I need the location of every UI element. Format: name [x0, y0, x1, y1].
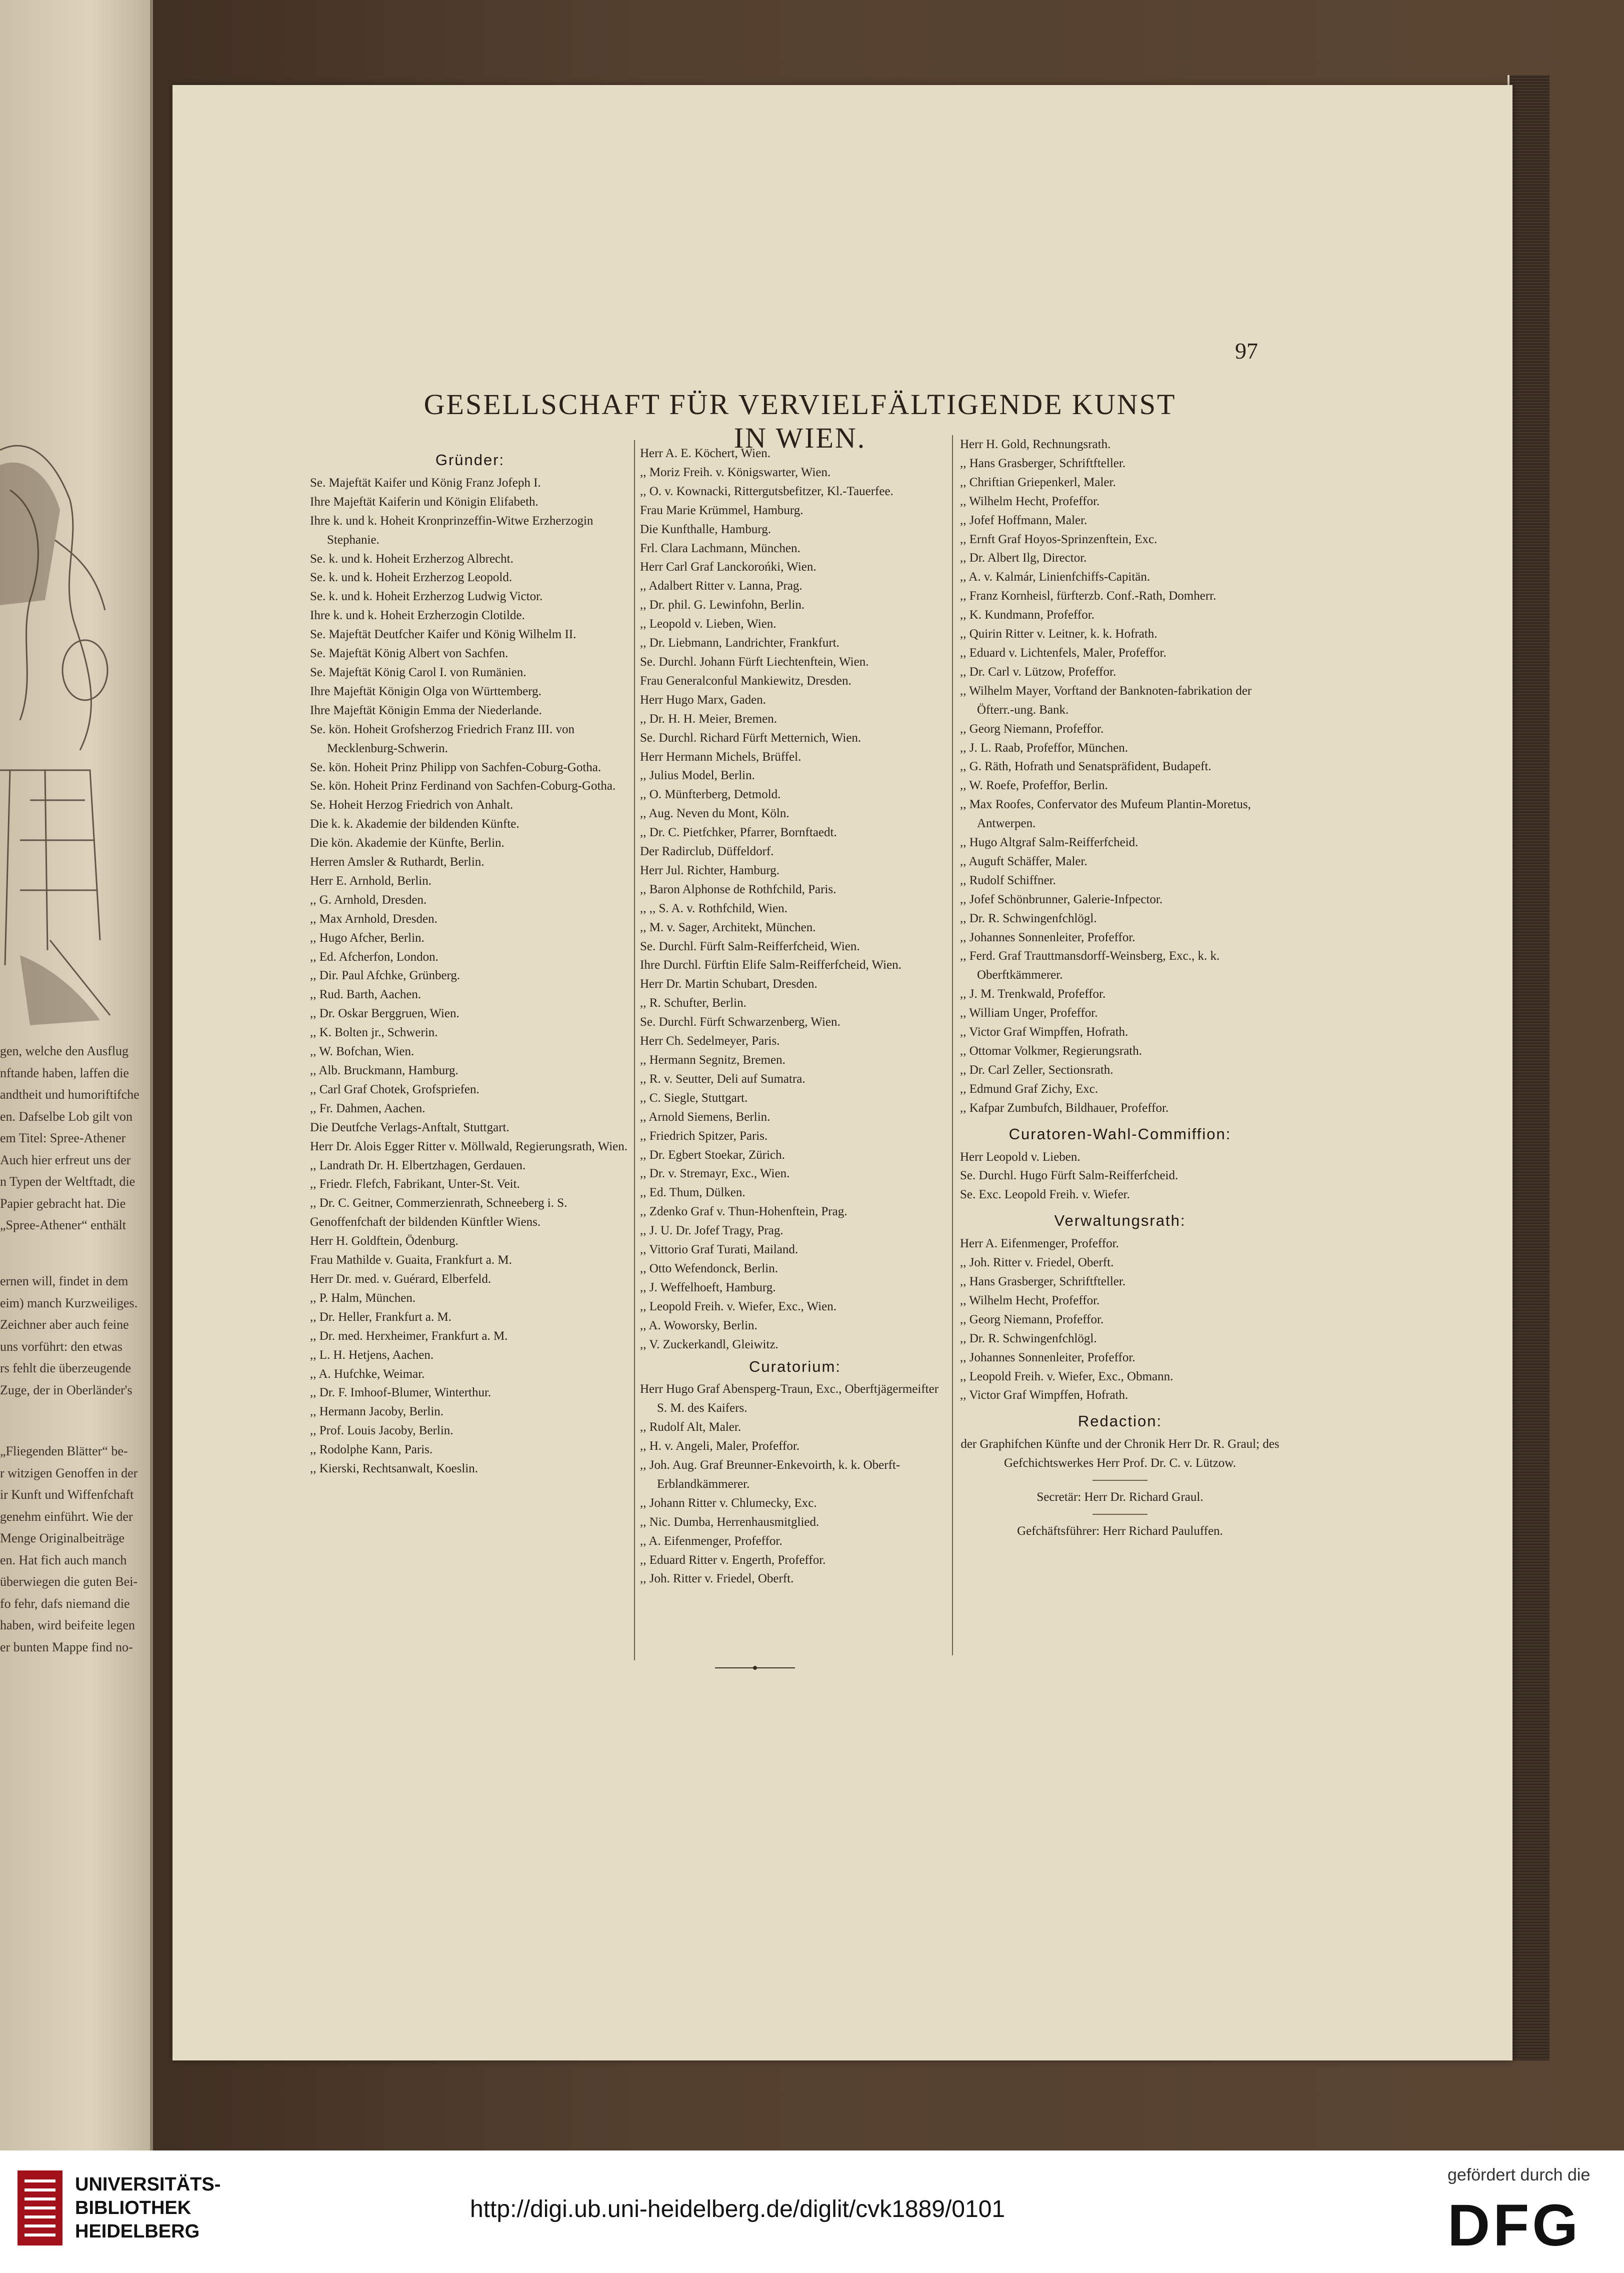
list-entry: ,, G. Räth, Hofrath und Senatspräfident, Budapeft.: [960, 760, 1212, 774]
list-entry: Se. k. und k. Hoheit Erzherzog Leopold.: [310, 571, 512, 585]
list-entry: Die Kunfthalle, Hamburg.: [640, 522, 771, 536]
list-entry: Herr Jul. Richter, Hamburg.: [640, 863, 780, 877]
list-entry: ,, O. Münfterberg, Detmold.: [640, 788, 781, 802]
list-entry: Se. Majeftät König Albert von Sachfen.: [310, 647, 508, 661]
list-entry: gen, welche den Ausflug: [0, 1044, 129, 1058]
list-entry: ,, J. L. Raab, Profeffor, München.: [960, 741, 1128, 755]
list-entry: ir Kunft und Wiffenfchaft: [0, 1487, 134, 1502]
list-entry: ,, V. Zuckerkandl, Gleiwitz.: [640, 1337, 778, 1351]
list-entry: Herr A. Eifenmenger, Profeffor.: [960, 1237, 1119, 1251]
list-entry: Ihre Durchl. Fürftin Elife Salm-Reifferfcheid, Wien.: [640, 958, 902, 972]
column-divider: [952, 435, 953, 1655]
list-entry: Herr Hugo Graf Abensperg-Traun, Exc., Oberftjägermeifter S. M. des Kaifers.: [640, 1382, 939, 1415]
list-entry: ,, Johann Ritter v. Chlumecky, Exc.: [640, 1496, 817, 1510]
list-entry: ,, Jofef Schönbrunner, Galerie-Infpector.: [960, 892, 1163, 906]
list-entry: Frau Mathilde v. Guaita, Frankfurt a. M.: [310, 1253, 512, 1267]
list-entry: ,, Franz Kornheisl, fürfterzb. Conf.-Rath, Domherr.: [960, 589, 1216, 603]
list-entry: Frau Marie Krümmel, Hamburg.: [640, 503, 804, 517]
list-entry: Se. Hoheit Herzog Friedrich von Anhalt.: [310, 798, 514, 812]
list-entry: ,, Eduard v. Lichtenfels, Maler, Profeffor.: [960, 646, 1166, 660]
list-entry: ,, Landrath Dr. H. Elbertzhagen, Gerdauen.: [310, 1158, 526, 1172]
section-heading-verwaltungsrath: Verwaltungsrath:: [1054, 1212, 1186, 1230]
list-entry: Se. Majeftät König Carol I. von Rumänien.: [310, 665, 526, 679]
list-entry: ,, Leopold Freih. v. Wiefer, Exc., Obmann.: [960, 1369, 1174, 1383]
list-entry: Herr A. E. Köchert, Wien.: [640, 447, 770, 460]
list-entry: Herr H. Goldftein, Ödenburg.: [310, 1234, 458, 1248]
list-entry: ,, Fr. Dahmen, Aachen.: [310, 1101, 426, 1115]
list-entry: ,, Rud. Barth, Aachen.: [310, 988, 422, 1002]
list-entry: uns vorführt: den etwas: [0, 1339, 122, 1354]
book-edge: [1508, 75, 1550, 2060]
list-entry: ,, Dr. Liebmann, Landrichter, Frankfurt.: [640, 636, 840, 650]
list-entry: ,, Joh. Aug. Graf Breunner-Enkevoirth, k. k. Oberft-Erblandkämmerer.: [640, 1458, 900, 1491]
list-entry: ,, Edmund Graf Zichy, Exc.: [960, 1082, 1098, 1096]
list-entry: ,, J. U. Dr. Jofef Tragy, Prag.: [640, 1224, 784, 1238]
list-entry: Se. Exc. Leopold Freih. v. Wiefer.: [960, 1188, 1130, 1202]
list-entry: ,, Dr. Oskar Berggruen, Wien.: [310, 1007, 460, 1021]
list-entry: ,, Nic. Dumba, Herrenhausmitglied.: [640, 1515, 820, 1529]
list-entry: Ihre Majeftät Kaiferin und Königin Elifabeth.: [310, 495, 538, 509]
list-entry: Herr Dr. Alois Egger Ritter v. Möllwald, Regierungsrath, Wien.: [310, 1139, 628, 1153]
engraving-illustration: [0, 390, 115, 1040]
list-entry: „Fliegenden Blätter“ be-: [0, 1444, 128, 1458]
list-entry: ,, Max Arnhold, Dresden.: [310, 912, 438, 926]
list-entry: ,, Wilhelm Hecht, Profeffor.: [960, 1293, 1100, 1307]
curatoren-list: [960, 1148, 1280, 1205]
column-founders: [310, 448, 630, 1478]
list-entry: ,, O. v. Kownacki, Rittergutsbefitzer, Kl.-Tauerfee.: [640, 484, 894, 498]
page-number: 97: [1235, 338, 1258, 364]
list-entry: ,, Friedr. Flefch, Fabrikant, Unter-St. Veit.: [310, 1177, 520, 1191]
list-entry: ,, K. Kundmann, Profeffor.: [960, 608, 1094, 622]
list-entry: ,, Alb. Bruckmann, Hamburg.: [310, 1064, 458, 1077]
list-entry: andtheit und humoriftifche: [0, 1087, 140, 1102]
list-entry: ,, Dr. C. Geitner, Commerzienrath, Schneeberg i. S.: [310, 1196, 568, 1210]
list-entry: Die kön. Akademie der Künfte, Berlin.: [310, 836, 504, 850]
list-entry: Die k. k. Akademie der bildenden Künfte.: [310, 817, 520, 831]
list-entry: ,, J. Weffelhoeft, Hamburg.: [640, 1280, 776, 1294]
list-entry: ,, Zdenko Graf v. Thun-Hohenftein, Prag.: [640, 1205, 848, 1219]
list-entry: Ihre k. und k. Hoheit Erzherzogin Clotilde.: [310, 609, 525, 623]
footer-bar: [0, 2150, 1624, 2273]
list-entry: Se. Majeftät Deutfcher Kaifer und König Wilhelm II.: [310, 628, 576, 642]
list-entry: ,, Jofef Hoffmann, Maler.: [960, 513, 1088, 527]
list-entry: ,, Prof. Louis Jacoby, Berlin.: [310, 1424, 454, 1438]
list-entry: ,, Arnold Siemens, Berlin.: [640, 1110, 770, 1124]
list-entry: Papier gebracht hat. Die: [0, 1196, 126, 1211]
list-entry: ,, Johannes Sonnenleiter, Profeffor.: [960, 1350, 1136, 1364]
list-entry: ,, A. v. Kalmár, Linienfchiffs-Capitän.: [960, 570, 1150, 584]
list-entry: Herr Dr. Martin Schubart, Dresden.: [640, 977, 818, 991]
list-entry: ,, Carl Graf Chotek, Grofspriefen.: [310, 1082, 480, 1096]
list-entry: eim) manch Kurzweiliges.: [0, 1295, 138, 1310]
list-entry: ,, Auguft Schäffer, Maler.: [960, 854, 1088, 868]
list-entry: ,, Dr. v. Stremayr, Exc., Wien.: [640, 1167, 790, 1181]
list-entry: Genoffenfchaft der bildenden Künftler Wiens.: [310, 1215, 541, 1229]
list-entry: Herr H. Gold, Rechnungsrath.: [960, 438, 1111, 451]
list-entry: ,, Dr. F. Imhoof-Blumer, Winterthur.: [310, 1386, 492, 1400]
list-entry: ,, K. Bolten jr., Schwerin.: [310, 1026, 438, 1040]
list-entry: ,, Dir. Paul Afchke, Grünberg.: [310, 969, 460, 983]
list-entry: Se. Majeftät Kaifer und König Franz Jofeph I.: [310, 476, 541, 490]
list-entry: Ihre Majeftät Königin Olga von Württemberg.: [310, 684, 542, 698]
previous-page: [0, 0, 153, 2150]
list-entry: Herr Ch. Sedelmeyer, Paris.: [640, 1034, 780, 1048]
secretary-line: Secretär: Herr Dr. Richard Graul.: [1036, 1490, 1204, 1504]
list-entry: ,, Hugo Afcher, Berlin.: [310, 931, 424, 945]
left-page-text-block-3: [0, 1440, 145, 1658]
list-entry: Se. Durchl. Fürft Schwarzenberg, Wien.: [640, 1015, 840, 1029]
list-entry: ,, Joh. Ritter v. Friedel, Oberft.: [960, 1256, 1114, 1270]
list-entry: em Titel: Spree-Athener: [0, 1131, 126, 1145]
list-entry: ,, R. v. Seutter, Deli auf Sumatra.: [640, 1072, 806, 1086]
list-entry: ,, Dr. R. Schwingenfchlögl.: [960, 1331, 1097, 1345]
list-entry: ,, Ed. Thum, Dülken.: [640, 1186, 746, 1200]
list-entry: ,, M. v. Sager, Architekt, München.: [640, 920, 816, 934]
list-entry: ,, Wilhelm Hecht, Profeffor.: [960, 494, 1100, 508]
list-entry: ,, Vittorio Graf Turati, Mailand.: [640, 1243, 798, 1257]
list-entry: ,, Joh. Ritter v. Friedel, Oberft.: [640, 1572, 794, 1586]
list-entry: Herr Leopold v. Lieben.: [960, 1150, 1080, 1164]
library-name-line-3: HEIDELBERG: [75, 2221, 200, 2242]
list-entry: ,, Dr. R. Schwingenfchlögl.: [960, 911, 1097, 925]
list-entry: ,, Ferd. Graf Trauttmansdorff-Weinsberg, Exc., k. k. Oberftkämmerer.: [960, 949, 1220, 982]
list-entry: ,, Kierski, Rechtsanwalt, Koeslin.: [310, 1462, 478, 1476]
list-entry: ,, R. Schufter, Berlin.: [640, 996, 746, 1010]
list-entry: ,, Leopold v. Lieben, Wien.: [640, 617, 776, 631]
library-name: [75, 2173, 220, 2243]
list-entry: ,, Johannes Sonnenleiter, Profeffor.: [960, 930, 1136, 944]
verwaltungsrath-list: [960, 1234, 1280, 1405]
list-entry: ,, Dr. C. Pietfchker, Pfarrer, Bornftaedt.: [640, 826, 837, 840]
list-entry: Se. k. und k. Hoheit Erzherzog Albrecht.: [310, 552, 514, 566]
list-entry: ,, Hans Grasberger, Schriftfteller.: [960, 1274, 1126, 1288]
list-entry: er bunten Mappe find no-: [0, 1639, 133, 1654]
list-entry: ,, Dr. phil. G. Lewinfohn, Berlin.: [640, 598, 805, 612]
list-entry: ,, Dr. Carl v. Lützow, Profeffor.: [960, 665, 1116, 679]
list-entry: ,, Dr. med. Herxheimer, Frankfurt a. M.: [310, 1329, 508, 1343]
list-entry: ,, Dr. Carl Zeller, Sectionsrath.: [960, 1063, 1114, 1077]
list-entry: ,, Baron Alphonse de Rothfchild, Paris.: [640, 882, 836, 896]
list-entry: fo fehr, dafs niemand die: [0, 1596, 130, 1611]
list-entry: ,, J. M. Trenkwald, Profeffor.: [960, 987, 1106, 1001]
left-page-text-block-1: [0, 1040, 145, 1236]
list-entry: ,, W. Bofchan, Wien.: [310, 1045, 414, 1059]
members-list-continued: [960, 435, 1280, 1118]
list-entry: nftande haben, laffen die: [0, 1065, 129, 1080]
list-entry: ,, Max Roofes, Confervator des Mufeum Plantin-Moretus, Antwerpen.: [960, 798, 1251, 831]
list-entry: Se. Durchl. Hugo Fürft Salm-Reifferfcheid.: [960, 1169, 1178, 1183]
list-entry: ,, Hermann Jacoby, Berlin.: [310, 1405, 444, 1419]
ornament-divider: [715, 1665, 795, 1670]
list-entry: ,, Leopold Freih. v. Wiefer, Exc., Wien.: [640, 1299, 836, 1313]
curatorium-list: [640, 1380, 950, 1588]
list-entry: Herr E. Arnhold, Berlin.: [310, 874, 432, 888]
list-entry: ,, C. Siegle, Stuttgart.: [640, 1091, 748, 1105]
list-entry: ,, Dr. Egbert Stoekar, Zürich.: [640, 1148, 785, 1162]
library-name-line-2: BIBLIOTHEK: [75, 2197, 192, 2218]
list-entry: ,, Dr. Heller, Frankfurt a. M.: [310, 1310, 452, 1324]
list-entry: ,, G. Arnhold, Dresden.: [310, 893, 427, 907]
university-library-logo-icon: [18, 2170, 62, 2245]
list-entry: ,, Aug. Neven du Mont, Köln.: [640, 807, 790, 821]
list-entry: Ihre Majeftät Königin Emma der Niederlande.: [310, 703, 542, 717]
list-entry: n Typen der Weltftadt, die: [0, 1174, 136, 1189]
list-entry: Se. Durchl. Johann Fürft Liechtenftein, Wien.: [640, 655, 869, 669]
list-entry: Se. Durchl. Richard Fürft Metternich, Wien.: [640, 731, 862, 745]
list-entry: Menge Originalbeiträge: [0, 1531, 125, 1545]
list-entry: ,, Julius Model, Berlin.: [640, 769, 755, 783]
list-entry: ,, Victor Graf Wimpffen, Hofrath.: [960, 1025, 1128, 1039]
list-entry: ,, Ed. Afcherfon, London.: [310, 950, 438, 964]
list-entry: ,, L. H. Hetjens, Aachen.: [310, 1348, 434, 1362]
list-entry: Frau Generalconful Mankiewitz, Dresden.: [640, 674, 852, 688]
list-entry: ,, Hermann Segnitz, Bremen.: [640, 1053, 786, 1067]
list-entry: ,, Kafpar Zumbufch, Bildhauer, Profeffor.: [960, 1101, 1169, 1115]
list-entry: ,, Hans Grasberger, Schriftfteller.: [960, 456, 1126, 470]
list-entry: Ihre k. und k. Hoheit Kronprinzeffin-Witwe Erzherzogin Stephanie.: [310, 514, 594, 547]
list-entry: ,, A. Eifenmenger, Profeffor.: [640, 1534, 782, 1548]
list-entry: Auch hier erfreut uns der: [0, 1152, 131, 1167]
list-entry: en. Hat fich auch manch: [0, 1552, 127, 1567]
section-heading-curatorium: Curatorium:: [749, 1357, 841, 1375]
list-entry: ,, Adalbert Ritter v. Lanna, Prag.: [640, 579, 802, 593]
list-entry: ,, Ottomar Volkmer, Regierungsrath.: [960, 1044, 1142, 1058]
funded-by-label: gefördert durch die: [1448, 2165, 1590, 2184]
list-entry: Se. kön. Hoheit Grofsherzog Friedrich Franz III. von Mecklenburg-Schwerin.: [310, 722, 575, 755]
list-entry: ,, Hugo Altgraf Salm-Reifferfcheid.: [960, 836, 1138, 850]
list-entry: r witzigen Genoffen in der: [0, 1465, 138, 1480]
list-entry: Herr Hugo Marx, Gaden.: [640, 693, 766, 707]
members-list: [640, 444, 950, 1354]
list-entry: ,, Quirin Ritter v. Leitner, k. k. Hofrath.: [960, 627, 1158, 641]
section-heading-redaction: Redaction:: [1078, 1412, 1162, 1430]
column-divider: [634, 440, 635, 1660]
section-heading-founders: Gründer:: [435, 451, 505, 469]
library-name-line-1: UNIVERSITÄTS-: [75, 2174, 221, 2195]
list-entry: haben, wird beifeite legen: [0, 1618, 135, 1632]
list-entry: ,, Ernft Graf Hoyos-Sprinzenftein, Exc.: [960, 532, 1158, 546]
founders-list: [310, 474, 630, 1478]
list-entry: Herr Dr. med. v. Guérard, Elberfeld.: [310, 1272, 492, 1286]
separator-rule: [1092, 1514, 1148, 1515]
list-entry: Herr Carl Graf Lanckorońki, Wien.: [640, 560, 816, 574]
list-entry: ,, Otto Wefendonck, Berlin.: [640, 1261, 778, 1275]
list-entry: ,, Moriz Freih. v. Königswarter, Wien.: [640, 465, 831, 479]
column-members-curatorium: [640, 444, 950, 1588]
list-entry: Der Radirclub, Düffeldorf.: [640, 845, 774, 859]
list-entry: ,, ,, S. A. v. Rothfchild, Wien.: [640, 901, 788, 915]
list-entry: Herren Amsler & Ruthardt, Berlin.: [310, 855, 484, 869]
list-entry: ,, H. v. Angeli, Maler, Profeffor.: [640, 1439, 800, 1453]
column-members-boards: [960, 435, 1280, 1541]
list-entry: ,, William Unger, Profeffor.: [960, 1006, 1098, 1020]
list-entry: Se. kön. Hoheit Prinz Philipp von Sachfen-Coburg-Gotha.: [310, 760, 602, 774]
list-entry: Frl. Clara Lachmann, München.: [640, 541, 800, 555]
list-entry: ,, Dr. H. H. Meier, Bremen.: [640, 712, 777, 726]
list-entry: ,, Victor Graf Wimpffen, Hofrath.: [960, 1388, 1128, 1402]
list-entry: ,, Georg Niemann, Profeffor.: [960, 722, 1104, 736]
list-entry: ,, A. Hufchke, Weimar.: [310, 1367, 425, 1381]
list-entry: Se. kön. Hoheit Prinz Ferdinand von Sachfen-Coburg-Gotha.: [310, 779, 616, 793]
list-entry: en. Dafselbe Lob gilt von: [0, 1109, 132, 1124]
dfg-logo: DFG: [1448, 2192, 1582, 2258]
redaction-text: der Graphifchen Künfte und der Chronik Herr Dr. R. Graul; des Gefchichtswerkes Herr Prof. Dr. C. v. Lützow.: [960, 1437, 1280, 1470]
list-entry: überwiegen die guten Bei-: [0, 1574, 138, 1589]
manager-line: Gefchäftsführer: Herr Richard Pauluffen.: [1017, 1524, 1223, 1538]
list-entry: rs fehlt die überzeugende: [0, 1361, 132, 1375]
list-entry: ernen will, findet in dem: [0, 1274, 128, 1288]
list-entry: Die Deutfche Verlags-Anftalt, Stuttgart.: [310, 1120, 510, 1134]
list-entry: Zuge, der in Oberländer's: [0, 1382, 132, 1397]
list-entry: ,, Friedrich Spitzer, Paris.: [640, 1129, 768, 1143]
permalink-url[interactable]: http://digi.ub.uni-heidelberg.de/diglit/cvk1889/0101: [470, 2196, 1006, 2222]
list-entry: ,, Eduard Ritter v. Engerth, Profeffor.: [640, 1553, 826, 1567]
list-entry: Se. k. und k. Hoheit Erzherzog Ludwig Victor.: [310, 590, 543, 604]
list-entry: Se. Durchl. Fürft Salm-Reifferfcheid, Wien.: [640, 939, 860, 953]
list-entry: ,, Chriftian Griepenkerl, Maler.: [960, 475, 1116, 489]
list-entry: Zeichner aber auch feine: [0, 1317, 129, 1332]
list-entry: „Spree-Athener“ enthält: [0, 1218, 126, 1232]
section-heading-curatoren: Curatoren-Wahl-Commiffion:: [1008, 1125, 1232, 1143]
list-entry: ,, Rodolphe Kann, Paris.: [310, 1443, 433, 1457]
list-entry: ,, A. Woworsky, Berlin.: [640, 1318, 758, 1332]
left-page-text-block-2: [0, 1270, 145, 1401]
page-title: GESELLSCHAFT FÜR VERVIELFÄLTIGENDE KUNST IN WIEN.: [424, 388, 1176, 454]
list-entry: ,, Dr. Albert Ilg, Director.: [960, 551, 1087, 565]
list-entry: genehm einführt. Wie der: [0, 1509, 133, 1524]
list-entry: Herr Hermann Michels, Brüffel.: [640, 750, 802, 764]
list-entry: ,, Rudolf Schiffner.: [960, 873, 1056, 887]
list-entry: ,, W. Roefe, Profeffor, Berlin.: [960, 779, 1108, 793]
list-entry: ,, P. Halm, München.: [310, 1291, 416, 1305]
list-entry: ,, Rudolf Alt, Maler.: [640, 1420, 742, 1434]
list-entry: ,, Georg Niemann, Profeffor.: [960, 1312, 1104, 1326]
separator-rule: [1092, 1480, 1148, 1481]
list-entry: ,, Wilhelm Mayer, Vorftand der Banknoten-fabrikation der Öfterr.-ung. Bank.: [960, 684, 1252, 717]
